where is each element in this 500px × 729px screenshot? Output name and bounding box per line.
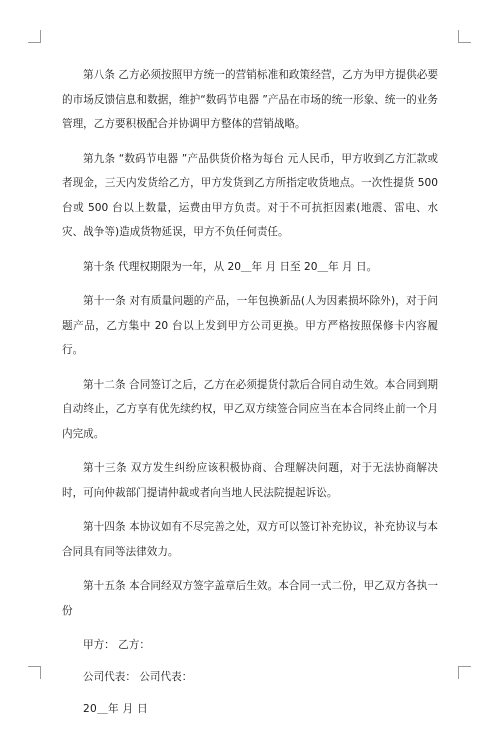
- crop-mark-top-right: [458, 30, 471, 43]
- clause-10: 第十条 代理权期限为一年，从 20＿年 月 日至 20＿年 月 日。: [83, 260, 378, 273]
- signature-date: 20＿年 月 日: [83, 703, 148, 715]
- crop-mark-bottom-left: [28, 666, 41, 679]
- clause-13: 第十三条 双方发生纠纷应该积极协商、合理解决问题，对于无法协商解决时，可向仲裁部门提请仲裁或者向当地人民法院提起诉讼。: [62, 462, 438, 499]
- clause-11: 第十一条 对有质量问题的产品，一年包换新品(人为因素损坏除外)，对于问题产品，乙方集中 20 台以上发到甲方公司更换。甲方严格按照保修卡内容履行。: [62, 295, 438, 356]
- clause-15: 第十五条 本合同经双方签字盖章后生效。本合同一式二份，甲乙双方各执一份: [62, 580, 438, 617]
- crop-mark-top-left: [28, 30, 41, 43]
- clause-8: 第八条 乙方必须按照甲方统一的营销标准和政策经营，乙方为甲方提供必要的市场反馈信息和数据，维护“数码节电器 ”产品在市场的统一形象、统一的业务管理，乙方要积极配合并协调甲方整体的营销战略。: [62, 69, 438, 130]
- contract-body: [62, 63, 438, 729]
- clause-9: 第九条 “数码节电器 ”产品供货价格为每台 元人民币，甲方收到乙方汇款或者现金，三天内发货给乙方，甲方发货到乙方所指定收货地点。一次性提货 500 台或 500 台以上数量，运费由甲方负责。对于不可抗拒因素(地震、雷电、水灾、战争等)造成货物延误，甲方不负任何责任。: [62, 152, 438, 238]
- clause-12: 第十二条 合同签订之后，乙方在必须提货付款后合同自动生效。本合同到期自动终止，乙方享有优先续约权，甲乙双方续签合同应当在本合同终止前一个月内完成。: [62, 378, 438, 440]
- crop-mark-bottom-right: [458, 666, 471, 679]
- signature-representatives: 公司代表： 公司代表：: [83, 671, 193, 683]
- clause-14: 第十四条 本协议如有不尽完善之处，双方可以签订补充协议，补充协议与本合同具有同等法律效力。: [62, 521, 438, 558]
- signature-parties: 甲方： 乙方：: [83, 639, 150, 651]
